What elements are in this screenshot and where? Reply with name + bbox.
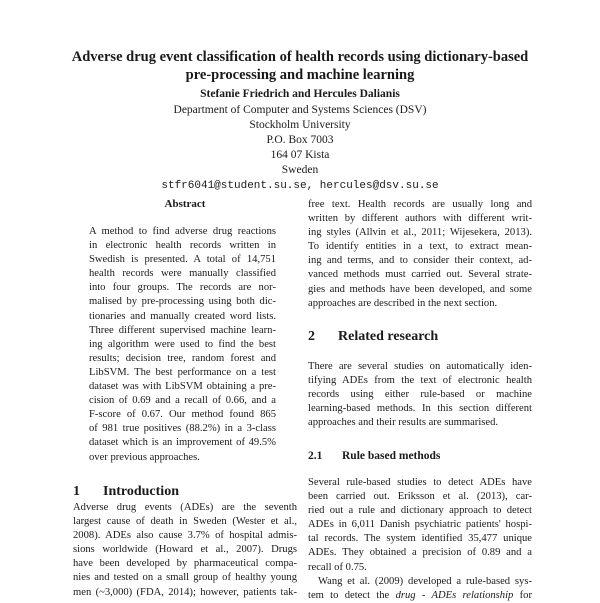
paper-title: Adverse drug event classification of health records using dictionary-based pre-processing and machine learning — [71, 49, 529, 83]
text-line: malised by pre-processing using both dic- — [89, 296, 276, 308]
text-line: F-score of 0.67. Our method found 865 — [89, 409, 276, 421]
text-line: LibSVM. The best performance on a test — [89, 366, 276, 378]
text-line: of 981 true positives (88.2%) in a 3-class — [89, 423, 276, 435]
text-line: Several rule-based studies to detect ADEs have — [308, 477, 532, 488]
text-line: tifying ADEs from the text of electronic health — [308, 375, 532, 387]
related-research-heading: 2 Related research — [308, 329, 439, 344]
text-line: written by different authors with different writ- — [308, 213, 532, 225]
text-line: men (~3,000) (FDA, 2014); however, patients tak- — [73, 586, 297, 598]
text-line: To identify entities in a text, to extract mean- — [308, 241, 532, 253]
text-line: Swedish is presented. A total of 14,751 — [89, 254, 276, 266]
text-line: ADEs. They obtained a precision of 0.89 and a — [308, 547, 532, 559]
abstract-body — [89, 225, 276, 465]
text-line: have been developed by pharmaceutical compa- — [73, 558, 297, 570]
text-line: Adverse drug events (ADEs) are the seventh — [73, 502, 297, 513]
text-line: into four groups. The records are nor- — [89, 282, 276, 294]
text-line: over previous approaches. — [89, 451, 200, 463]
affiliation: Department of Computer and Systems Sciences (DSV) Stockholm University P.O. Box 7003 164 07 Kista Sweden — [173, 104, 427, 176]
text-line: ADEs in 6,011 Danish psychiatric patients' hospi- — [308, 519, 532, 531]
abstract-heading: Abstract — [164, 198, 206, 210]
text-line: 2008). ADEs also cause 3.7% of hospital admis- — [73, 530, 297, 542]
text-line: approaches and their results are summarised. — [308, 417, 499, 429]
right-column-paragraph — [308, 198, 532, 311]
author-emails: stfr6041@student.su.se, hercules@dsv.su.se — [161, 180, 439, 192]
text-line: nies and tested on a small group of healthy young — [73, 572, 297, 584]
text-line: Three different supervised machine learn- — [89, 324, 276, 336]
text-line: gies and methods have been developed, and some — [308, 283, 532, 295]
text-line: A method to find adverse drug reactions — [89, 226, 276, 237]
text-line: There are several studies on automatically iden- — [308, 361, 532, 372]
text-line: results; decision tree, random forest and — [89, 352, 276, 364]
rule-based-para2: Wang et al. (2009) developed a rule-based sys- tem to detect the drug - ADEs relationship for — [308, 576, 532, 602]
related-research-body — [308, 360, 532, 430]
intro-heading: 1 Introduction — [73, 484, 179, 499]
text-line: dataset was with LibSVM obtaining a pre- — [89, 381, 276, 393]
text-line: been carried out. Eriksson et al. (2013), car- — [308, 491, 532, 503]
text-line: free text. Health records are usually long and — [308, 199, 532, 210]
rule-based-body — [308, 476, 532, 575]
text-line: sions worldwide (Howard et al., 2007). Drugs — [73, 544, 297, 556]
text-line: records using either rule-based or machine — [308, 389, 532, 401]
text-line: ried out a rule and dictionary approach to detect — [308, 505, 532, 517]
text-line: health records were manually classified — [89, 268, 276, 280]
text-line: in electronic health records written in — [89, 240, 276, 252]
intro-body — [73, 501, 297, 600]
text-line: recall of 0.75. — [308, 561, 367, 573]
text-line: ing and terms, and to consider their context, ad- — [308, 255, 532, 267]
text-line: tionaries and manually created word lists. — [89, 310, 276, 322]
text-line: dataset which is an improvement of 49.5% — [89, 437, 276, 449]
text-line: learning-based methods. In this section different — [308, 403, 532, 415]
text-line: approaches are described in the next section. — [308, 297, 498, 309]
text-line: largest cause of death in Sweden (Wester et al., — [73, 516, 297, 528]
authors: Stefanie Friedrich and Hercules Dalianis — [200, 88, 400, 100]
text-line: ing styles (Allvin et al., 2011; Wijesekera, 2013). — [308, 227, 532, 239]
text-line: tal records. The system identified 35,477 unique — [308, 533, 532, 545]
text-line: ing algorithm were used to find the best — [89, 338, 276, 350]
text-line: vanced methods must carried out. Several strate- — [308, 269, 532, 281]
rule-based-heading: 2.1 Rule based methods — [308, 450, 441, 462]
text-line: cision of 0.69 and a recall of 0.66, and a — [89, 395, 276, 407]
